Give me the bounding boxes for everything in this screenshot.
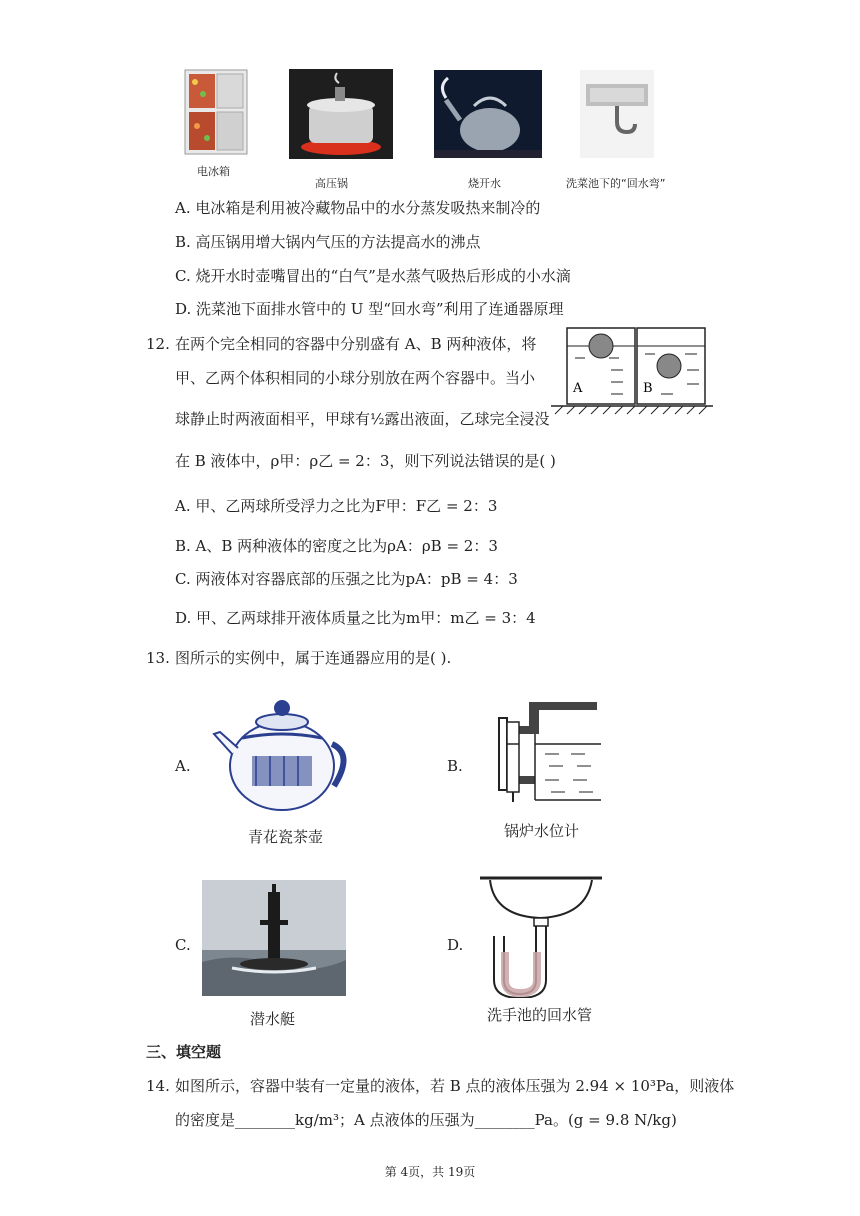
sink-figure [580,70,654,158]
q13-number: 13. [146,649,170,667]
two-containers-figure [551,324,713,416]
caption-submarine: 潜水艇 [250,1010,296,1028]
q14-number: 14. [146,1077,170,1095]
q14-line2: 的密度是________kg/m³；A 点液体的压强为________Pa。(g = 9.8 N/kg) [175,1111,677,1129]
section-title: 三、填空题 [146,1043,222,1061]
boiler-gauge-figure [489,696,601,804]
pressure-cooker-figure [289,69,393,159]
caption-boiler-gauge: 锅炉水位计 [504,822,580,840]
q11-option-a: A. 电冰箱是利用被冷藏物品中的水分蒸发吸热来制冷的 [175,199,541,217]
container-b-label: B [643,381,653,396]
q12-option-d: D. 甲、乙两球排开液体质量之比为m甲：m乙 = 3：4 [175,609,536,627]
q13-option-c-label: C. [175,936,191,954]
container-a-label: A [573,381,583,396]
kettle-figure [434,70,542,158]
q13-option-a-label: A. [175,757,191,775]
caption-pressure-cooker: 高压锅 [315,177,348,190]
q12-stem-line2: 甲、乙两个体积相同的小球分别放在两个容器中。当小 [175,369,536,387]
q13-stem: 图所示的实例中，属于连通器应用的是( ). [175,649,452,667]
q13-option-d-label: D. [447,936,464,954]
page-footer: 第 4页，共 19页 [384,1165,476,1179]
q11-option-d: D. 洗菜池下面排水管中的 U 型“回水弯”利用了连通器原理 [175,300,564,318]
q12-stem-line1: 在两个完全相同的容器中分别盛有 A、B 两种液体，将 [175,335,537,353]
caption-refrigerator: 电冰箱 [197,165,230,178]
q12-option-a: A. 甲、乙两球所受浮力之比为F甲：F乙 = 2：3 [175,497,498,515]
teapot-figure [212,694,354,816]
washbasin-trap-figure [476,872,606,998]
caption-sink: 洗菜池下的“回水弯” [566,177,666,190]
q12-stem-line4: 在 B 液体中，ρ甲：ρ乙 = 2：3，则下列说法错误的是( ) [175,452,556,470]
submarine-figure [202,880,346,996]
caption-washbasin: 洗手池的回水管 [487,1006,593,1024]
q12-stem-line3: 球静止时两液面相平，甲球有½露出液面，乙球完全浸没 [175,410,550,428]
caption-kettle: 烧开水 [468,177,501,190]
q11-option-c: C. 烧开水时壶嘴冒出的“白气”是水蒸气吸热后形成的小水滴 [175,267,571,285]
q13-option-b-label: B. [447,757,463,775]
q12-number: 12. [146,335,170,353]
caption-teapot: 青花瓷茶壶 [248,828,324,846]
q11-option-b: B. 高压锅用增大锅内气压的方法提高水的沸点 [175,233,481,251]
q12-option-b: B. A、B 两种液体的密度之比为ρA：ρB = 2：3 [175,537,498,555]
q12-option-c: C. 两液体对容器底部的压强之比为pA：pB = 4：3 [175,570,518,588]
refrigerator-figure [181,68,251,160]
q14-line1: 如图所示，容器中装有一定量的液体，若 B 点的液体压强为 2.94 × 10³Pa，则液体 [175,1077,735,1095]
